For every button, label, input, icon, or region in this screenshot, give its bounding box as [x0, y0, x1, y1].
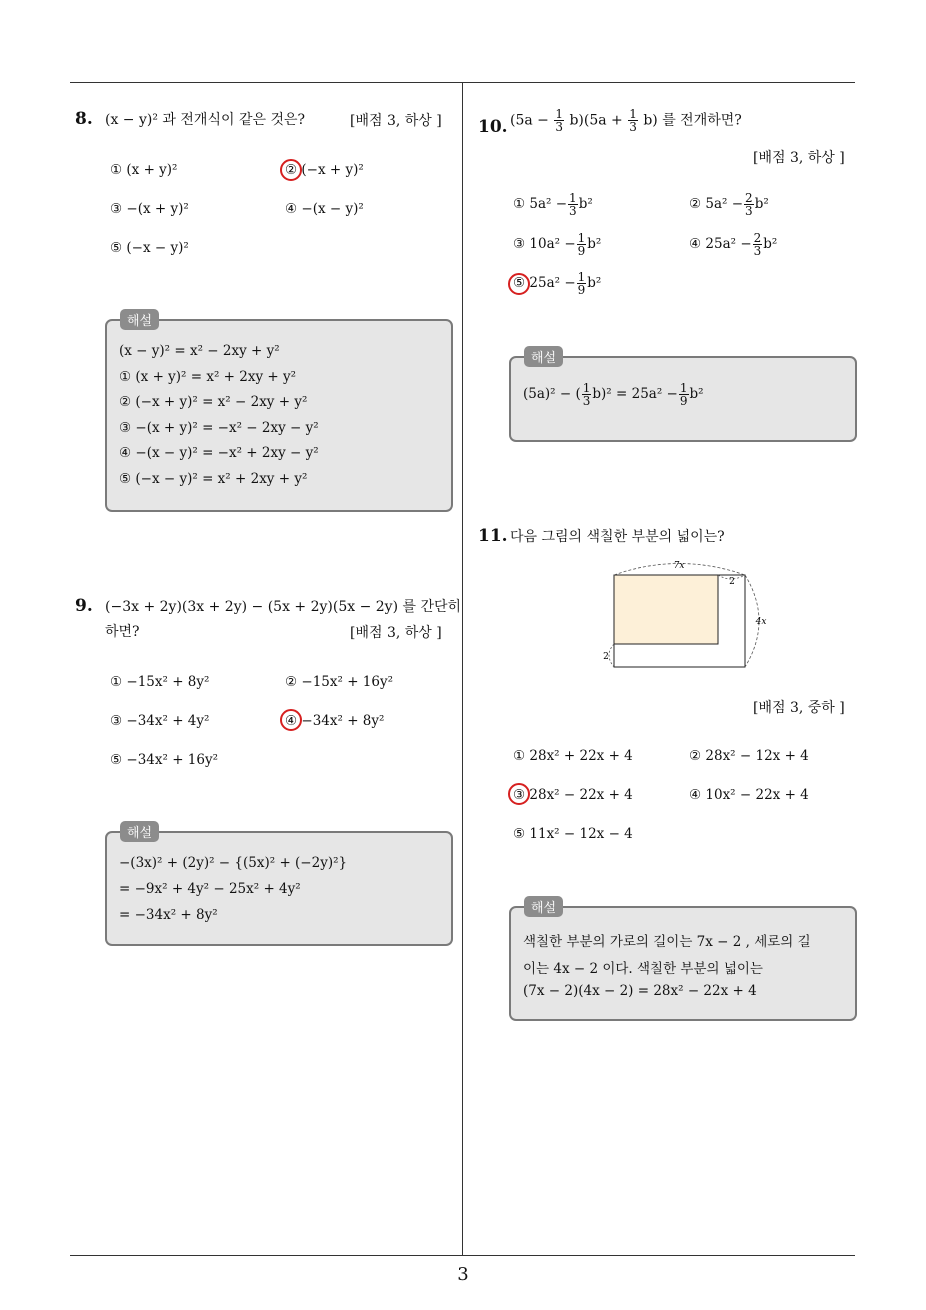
solution-label: 해설 — [524, 896, 563, 917]
choice-2[interactable]: ② 5a² − $\frac{2}{3}$ b² — [689, 191, 769, 218]
page-number: 3 — [457, 1264, 469, 1285]
choice-2[interactable]: ② −15x² + 16y² — [285, 674, 394, 690]
solution-box — [509, 906, 857, 1021]
question-text-part: b)(5a + — [569, 112, 623, 129]
score-label: [배점 3, 하상 ] — [350, 625, 442, 641]
shaded-region — [614, 575, 718, 644]
column-divider — [462, 83, 463, 1255]
question-text-continued: 하면? — [105, 624, 140, 640]
selected-answer-mark — [280, 709, 302, 731]
choice-4[interactable]: ④ −(x − y)² — [285, 201, 364, 217]
bottom-rule — [70, 1255, 855, 1256]
right-label: 4x — [755, 617, 767, 627]
solution-box — [105, 831, 453, 946]
choice-1[interactable]: ① 5a² − $\frac{1}{3}$ b² — [513, 191, 593, 218]
solution-line: (5a)² − ( $\frac{1}{3}$ b)² = 25a² − $\frac{1}{9}$ b² — [523, 381, 704, 408]
choice-5[interactable]: ⑤ 11x² − 12x − 4 — [513, 826, 633, 842]
solution-box — [105, 319, 453, 512]
solution-line: 이는 4x − 2 이다. 색칠한 부분의 넓이는 — [523, 961, 763, 977]
question-text: 다음 그림의 색칠한 부분의 넓이는? — [510, 529, 725, 545]
question-number: 10. — [478, 117, 508, 137]
fraction: $\frac{1}{3}$ — [555, 107, 563, 134]
question-text-part: b) 를 전개하면? — [643, 112, 742, 129]
choice-3[interactable]: ③ 10a² − $\frac{1}{9}$ b² — [513, 231, 602, 258]
choice-4[interactable]: ④ 25a² − $\frac{2}{3}$ b² — [689, 231, 778, 258]
choice-4[interactable]: ④ 10x² − 22x + 4 — [689, 787, 809, 803]
question-number: 8. — [75, 109, 93, 129]
left-label: 2 — [603, 652, 609, 662]
choice-5[interactable]: ⑤ (−x − y)² — [110, 240, 189, 256]
solution-line: ③ −(x + y)² = −x² − 2xy − y² — [119, 420, 319, 436]
selected-answer-mark — [508, 273, 530, 295]
solution-line: = −34x² + 8y² — [119, 907, 218, 923]
solution-line: (7x − 2)(4x − 2) = 28x² − 22x + 4 — [523, 983, 757, 999]
choice-1[interactable]: ① −15x² + 8y² — [110, 674, 210, 690]
selected-answer-mark — [280, 159, 302, 181]
solution-line: ④ −(x − y)² = −x² + 2xy − y² — [119, 445, 319, 461]
fraction: $\frac{1}{3}$ — [629, 107, 637, 134]
choice-5[interactable]: ⑤ −34x² + 16y² — [110, 752, 219, 768]
selected-answer-mark — [508, 783, 530, 805]
choice-2[interactable]: ② 28x² − 12x + 4 — [689, 748, 809, 764]
choice-5[interactable]: ⑤ 25a² − $\frac{1}{9}$ b² — [513, 270, 602, 297]
question-number: 9. — [75, 596, 93, 616]
solution-line: −(3x)² + (2y)² − {(5x)² + (−2y)²} — [119, 855, 348, 871]
solution-line: ⑤ (−x − y)² = x² + 2xy + y² — [119, 471, 308, 487]
corner-label: 2 — [729, 577, 735, 587]
solution-label: 해설 — [524, 346, 563, 367]
score-label: [배점 3, 하상 ] — [350, 113, 442, 129]
solution-line: ② (−x + y)² = x² − 2xy + y² — [119, 394, 308, 410]
solution-line: = −9x² + 4y² − 25x² + 4y² — [119, 881, 301, 897]
question-text: (−3x + 2y)(3x + 2y) − (5x + 2y)(5x − 2y) 를 간단히 — [105, 599, 462, 615]
score-label: [배점 3, 하상 ] — [753, 150, 845, 166]
solution-line: 색칠한 부분의 가로의 길이는 7x − 2 , 세로의 길 — [523, 934, 811, 950]
top-label: 7x — [673, 561, 685, 571]
score-label: [배점 3, 중하 ] — [753, 700, 845, 716]
choice-3[interactable]: ③ −(x + y)² — [110, 201, 189, 217]
choice-4[interactable]: ④ −34x² + 8y² — [285, 713, 385, 729]
choice-2[interactable]: ② (−x + y)² — [285, 162, 364, 178]
choice-3[interactable]: ③ −34x² + 4y² — [110, 713, 210, 729]
left-dimension-arc — [609, 644, 614, 667]
solution-line: (x − y)² = x² − 2xy + y² — [119, 343, 280, 359]
question-text — [510, 108, 742, 133]
question-text: (x − y)² 과 전개식이 같은 것은? — [105, 112, 305, 128]
solution-label: 해설 — [120, 821, 159, 842]
rectangle-figure — [595, 558, 770, 673]
question-number: 11. — [478, 526, 508, 546]
choice-1[interactable]: ① 28x² + 22x + 4 — [513, 748, 633, 764]
solution-line: ① (x + y)² = x² + 2xy + y² — [119, 369, 297, 385]
solution-label: 해설 — [120, 309, 159, 330]
question-text-part: (5a − — [510, 112, 549, 129]
choice-3[interactable]: ③ 28x² − 22x + 4 — [513, 787, 633, 803]
choice-1[interactable]: ① (x + y)² — [110, 162, 178, 178]
solution-box — [509, 356, 857, 442]
